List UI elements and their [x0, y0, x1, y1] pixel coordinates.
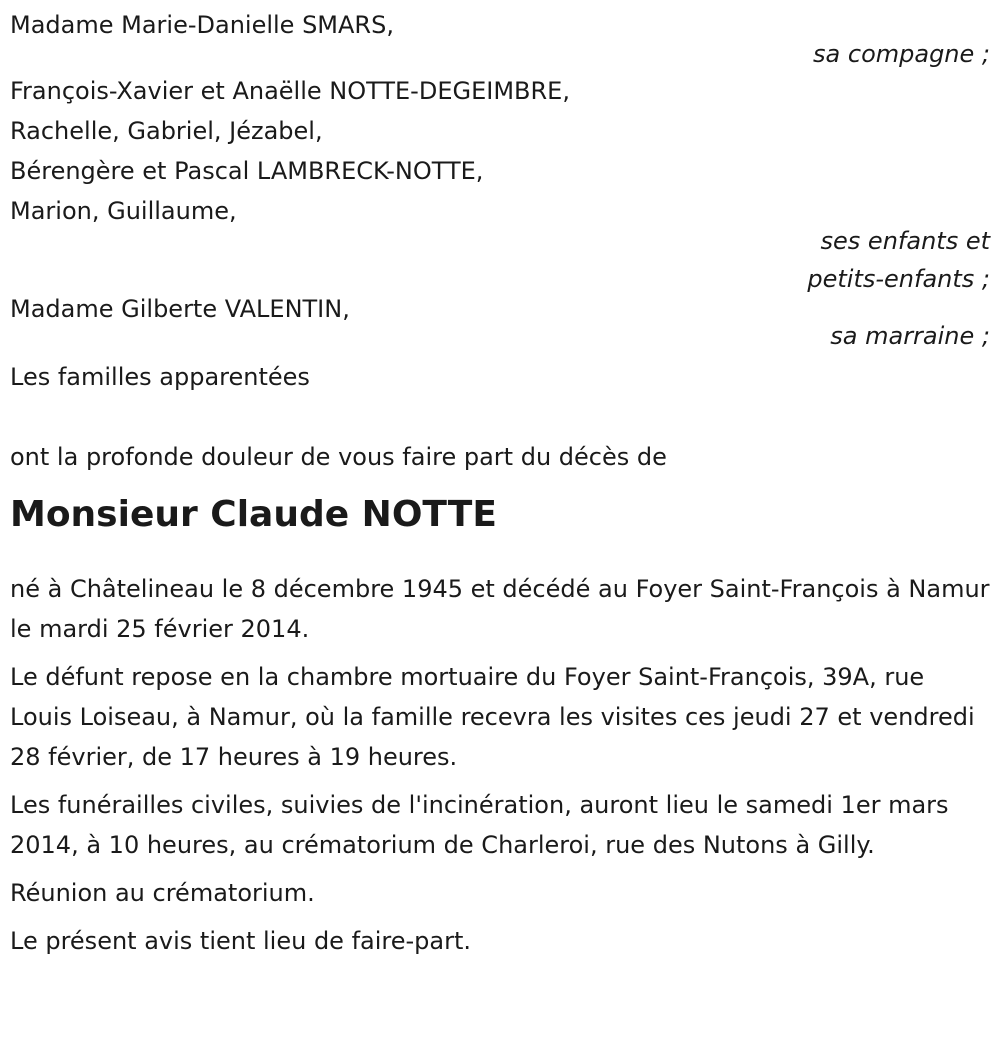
reunion-details: Réunion au crématorium. — [10, 879, 315, 907]
godmother-name: Madame Gilberte VALENTIN, — [10, 295, 350, 323]
deceased-name: Monsieur Claude NOTTE — [10, 494, 497, 535]
birth-death-details: né à Châtelineau le 8 décembre 1945 et décédé au Foyer Saint-François à Namur le mardi 25 février 2014. — [10, 575, 990, 643]
godmother-role: sa marraine ; — [830, 322, 990, 350]
children-line: Marion, Guillaume, — [10, 197, 237, 225]
children-role: petits-enfants ; — [807, 265, 990, 293]
children-role: ses enfants et — [820, 227, 990, 255]
closing-note: Le présent avis tient lieu de faire-part. — [10, 927, 472, 955]
children-line: Rachelle, Gabriel, Jézabel, — [10, 117, 323, 145]
announcement: ont la profonde douleur de vous faire part du décès de — [10, 443, 667, 471]
children-line: Bérengère et Pascal LAMBRECK-NOTTE, — [10, 157, 484, 185]
visitation-details: Le défunt repose en la chambre mortuaire du Foyer Saint-François, 39A, rue Louis Loiseau, à Namur, où la famille recevra les visites ces jeudi 27 et vendredi 28 février, de 17 heures à 19 heures. — [10, 663, 975, 771]
relatives: Les familles apparentées — [10, 363, 310, 391]
partner-role: sa compagne ; — [813, 40, 990, 68]
funeral-details: Les funérailles civiles, suivies de l'incinération, auront lieu le samedi 1er mars 2014, à 10 heures, au crématorium de Charleroi, rue des Nutons à Gilly. — [10, 791, 949, 859]
children-line: François-Xavier et Anaëlle NOTTE-DEGEIMBRE, — [10, 77, 570, 105]
partner-name: Madame Marie-Danielle SMARS, — [10, 11, 394, 39]
